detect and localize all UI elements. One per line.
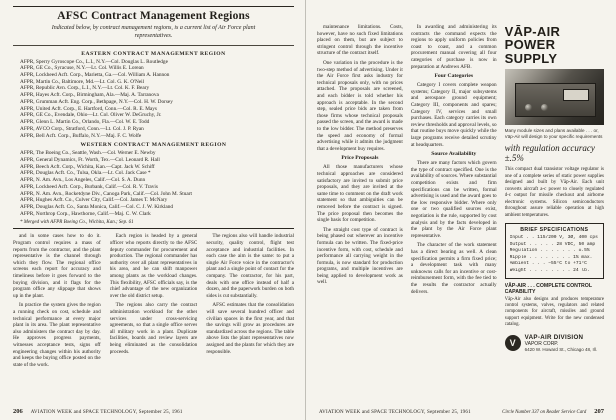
spec-line: Ripple . . . . . . . . 1% max. [509,254,593,260]
paragraph: Category I covers complete weapon systems; Category II, major subsystems and aerospace ground equipment; Category III, components and spares; Category IV, services and small purchases. Each category carries its own review thresholds and approval levels, so that routine buys move quickly while the large programs receive detailed scrutiny at headquarters. [410,82,497,148]
roster-entry: AFPR, Lockheed Acft. Corp., Burbank, Calif.—Col. R. V. Travis [20,183,158,190]
roster-entry: AFPR, AVCO Corp., Stratford, Conn.—Lt. Col. J. P. Ryan [20,125,144,132]
roster-entry: AFPR, Douglas Acft. Co., Tulsa, Okla.—Lt. Col. Jack Case * [20,170,151,177]
roster-entry: AFPR, General Dynamics, Ft. Worth, Tex.—Col. Leonard R. Hall [20,156,160,163]
ad-brand: VAP-AIR DIVISION [524,334,584,342]
ad-capability-body: Vāp-Air also designs and produces temperature control systems, valves, regulators and related components for aircraft, missiles and ground support equipment. Write for the new condensed catalog. [504,297,604,327]
vapair-logo-icon: V [505,335,521,351]
magazine-name: AVIATION WEEK and SPACE TECHNOLOGY, September 25, 1961 [30,410,183,415]
paragraph: Price Proposals [341,155,379,162]
roster-heading-western: WESTERN CONTRACT MANAGEMENT REGION [80,142,227,149]
paragraph: The character of the work statement has a direct bearing as well. A clean specification permits a firm fixed price; a development task with many unknowns calls for an incentive or cost-reimbursement form, with the fee tied to the results the contractor actually delivers. [410,242,497,295]
paragraph: The regions also carry the contract administration workload for the other services under cross-servicing agreements, so that a single office serves all military work in a plant. Duplicate facilities, boards and review layers are being eliminated as the consolidation proceeds. [109,302,198,355]
roster-entry: AFPR, N. Am. Avn., Los Angeles, Calif.—Col. S. A. Dunn [20,177,146,184]
page-left [0,0,304,420]
roster-entry: AFPR, Sperry Gyroscope Co., L.I., N.Y.—Col. Douglas L. Routledge [20,58,168,65]
roster-entry: AFPR, Hayes Acft. Corp., Birmingham, Ala.—Maj. A. Tarranova [20,92,159,99]
afpr-roster [13,45,294,226]
spec-line: Ambient . . . −55°C to +71°C [509,261,587,267]
roster-entry: AFPR, Glenn L. Martin Co., Orlando, Fla.—Col. W. E. Todd [20,119,150,126]
roster-entry: AFPR, The Boeing Co., Seattle, Wash.—Col. Werner E. Newby [20,150,156,157]
roster-entry: AFPR, Republic Avn. Corp., L.I., N.Y.—Lt. Col. K. F. Beary [20,85,150,92]
paragraph: In practice the system gives the region a running check on cost, schedule and technical performance at every major plant in its area. The plant representative also administers the contract day by day. He approves progress payments, witnesses acceptance tests, signs off engineering changes within his authority and keeps the buying office posted on the state of the work. [13,302,101,368]
spec-line: Output . . . . . 28 VDC, 50 amp [509,241,596,247]
top-rule [13,6,294,7]
paragraph: Source Availability [431,151,477,158]
paragraph: In awarding and administering its contracts the command expects the regions to apply uniform policies from coast to coast, and a common procurement manual covering all four categories of purchase is now in preparation at Andrews AFB. [410,24,497,70]
meter-icon [563,89,589,101]
roster-entries-eastern [13,59,294,140]
roster-entry: AFPR, Beech Acft. Corp., Wichita, Kan.—Capt. Jack W. Schiff [20,163,155,170]
paragraph: The regions also will handle industrial security, quality control, flight test acceptance and industrial facilities. In each case the aim is the same: to put a single Air Force voice in the contractor's plant and a single point of contact for the company. The contractor, for his part, deals with one office instead of half a dozen, and the paperwork burden on both sides is cut substantially. [206,233,294,299]
paragraph: All those manufacturers whose technical approaches are considered satisfactory are invited to submit price proposals, and they are invited at the same time to comment on the draft work statement so that ambiguities can be removed before the contract is signed. The price proposal then becomes the single basis for competition. [317,164,403,224]
knob-icon [541,104,548,111]
footer-right-page [319,408,604,415]
article-intro: Indicated below, by contract management regions, is a current list of Air Force plant representatives. [51,25,256,39]
column-rule [13,228,294,229]
ad-company-block [525,334,597,352]
paragraph: Each region is headed by a general officer who reports directly to the AFSC deputy commander for procurement and production. The regional commander has authority over all plant representatives in his area, and he can shift manpower among plants as the workload changes. This flexibility, AFSC officials say, is the chief advantage of the new organization over the old district setup. [109,233,198,299]
roster-entry: AFPR, GE Co., Evendale, Ohio—Lt. Col. Oliver W. DeGruchy, Jr. [20,112,162,119]
ad-body-copy: This compact dual transistor voltage regulator is one of a complete series of static power supplies designed and built by Vāp-Air. Each unit converts aircraft a-c power to closely regulated d-c output for missile checkout and airborne electronic systems. Silicon semiconductors throughout assure reliable operation at high ambient temperatures. [504,167,604,218]
roster-entry: AFPR, United Acft. Corp., E. Hartford, Conn.—Col. R. E. Mays [20,105,157,112]
page-number: 206 [13,408,23,415]
ad-tagline: with regulation accuracy ±.5% [504,142,595,163]
page-right [309,0,616,420]
article-title: AFSC Contract Management Regions [57,10,250,22]
body-columns-right-page [317,24,604,400]
paragraph: One variation in the procedure is the two-step method of advertising. Under it the Air Force first asks industry for technical proposals only, with no prices attached. The proposals are screened, and each bidder is told whether his approach is acceptable. In the second step, sealed price bids are taken from those firms whose technical proposals passed the screen, and the award is made to the low bidder. The method preserves the speed and economy of formal advertising while it admits the judgment that a development buy requires. [317,59,403,152]
ad-specifications-box [505,223,604,279]
paragraph: and in some cases how to do it. Program control requires a mass of reports from the contractor, and the plant representative is the channel through which they flow. The regional office screens each report for accuracy and timeliness before it goes forward to the buying division, and it flags for the program office any slippage that shows up in the plant. [13,233,101,299]
roster-entry: AFPR, Grumman Acft. Eng. Corp., Bethpage, N.Y.—Col. H. W. Dorsey [20,98,173,105]
roster-entry: AFPR, GE Co., Syracuse, N.Y.—Lt. Col. Willis E. Lorean [20,65,144,72]
roster-entry: AFPR, Douglas Acft. Co., Santa Monica, Calif.—Col. C. J. W. Kirkland [20,203,174,210]
roster-entry: AFPR, N. Am. Avn., Rocketdyne Div., Canoga Park, Calif.—Col. John M. Stuart [20,190,192,197]
specs-list [510,235,599,274]
ad-headline: VĀP-AIR POWER SUPPLY [504,24,561,66]
ad-logo-block [505,334,604,352]
vapair-advertisement [505,24,604,400]
paragraph: The straight cost type of contract is being phased out wherever an incentive formula can be written. The fixed-price incentive form, with cost, schedule and performance all carrying weight in the formula, is now standard for production programs, and multiple incentives are being applied to development work as well. [317,226,403,286]
footer-left-page [13,408,292,415]
paragraph: Four Categories [434,73,474,80]
article-column-5 [411,24,497,400]
article-column-1 [13,233,101,396]
roster-entry: AFPR, Martin Co., Baltimore, Md.—Lt. Col. G. K. O'Neil [20,78,145,85]
article-column-3 [206,233,294,396]
ad-capability-title: VĀP-AIR . . . COMPLETE CONTROL CAPABILITY [504,283,592,295]
roster-entry: AFPR, Hughes Acft. Co., Culver City, Calif.—Col. James T. McNary [20,197,168,204]
roster-entry: AFPR, Lockheed Acft. Corp., Marietta, Ga.—Col. William A. Hannon [20,72,170,79]
ad-company: VAPOR CORP. [524,341,559,348]
paragraph: There are many factors which govern the type of contract specified. One is the availability of sources. Where substantial competition exists and firm specifications can be written, formal advertising is used and the award goes to the low responsive bidder. Where only one or two qualified sources exist, negotiation is the rule, supported by cost analysis and by the facts developed in the plant by the Air Force plant representative. [410,160,497,239]
roster-footnote: * Merged with AFPR Boeing Co., Wichita, Kan.; Sep. 61 [20,220,134,226]
page-number: 207 [594,408,604,415]
spec-line: Regulation . . . . . . . ±.5% [509,248,590,254]
knob-icon [525,104,532,111]
reader-service-note: Circle Number 337 on Reader Service Card [502,410,587,415]
power-supply-photo [505,69,604,125]
paragraph: AFSC estimates that the consolidation will save several hundred officer and civilian spaces in the first year, and that the savings will grow as procedures are standardized across the regions. The table above lists the plant representatives now assigned and the plants for which they are responsible. [206,302,294,355]
ad-address: 6420 W. Howard St., Chicago 48, Ill. [524,347,597,353]
spec-line: Weight . . . . . . . . 24 lb. [509,267,590,273]
body-columns-left-page [13,233,294,396]
roster-entries-western [13,150,294,217]
specs-title: BRIEF SPECIFICATIONS [520,227,589,234]
paragraph: maintenance limitations. Costs, however, have no such fixed limitations placed on them, but are subject to stringent control through the incentive structure of the contract itself. [317,24,403,57]
roster-entry: AFPR, Northrop Corp., Hawthorne, Calif.—Maj. C. W. Clark [20,210,151,217]
article-column-4 [317,24,403,400]
magazine-name: AVIATION WEEK and SPACE TECHNOLOGY, September 25, 1961 [319,410,471,415]
article-column-2 [110,233,198,396]
ad-photo-caption: Many module sizes and plans available . . . or, Vāp-Air will design to your specific requirements [504,127,603,139]
roster-entry: AFPR, Bell Acft. Corp., Buffalo, N.Y.—Maj. F. C. Wolfe [20,132,142,139]
spec-line: Input . . 115/200 V, 3Ø, 400 cps [509,235,598,241]
page-gutter [305,0,306,420]
roster-heading-eastern: EASTERN CONTRACT MANAGEMENT REGION [81,50,226,57]
